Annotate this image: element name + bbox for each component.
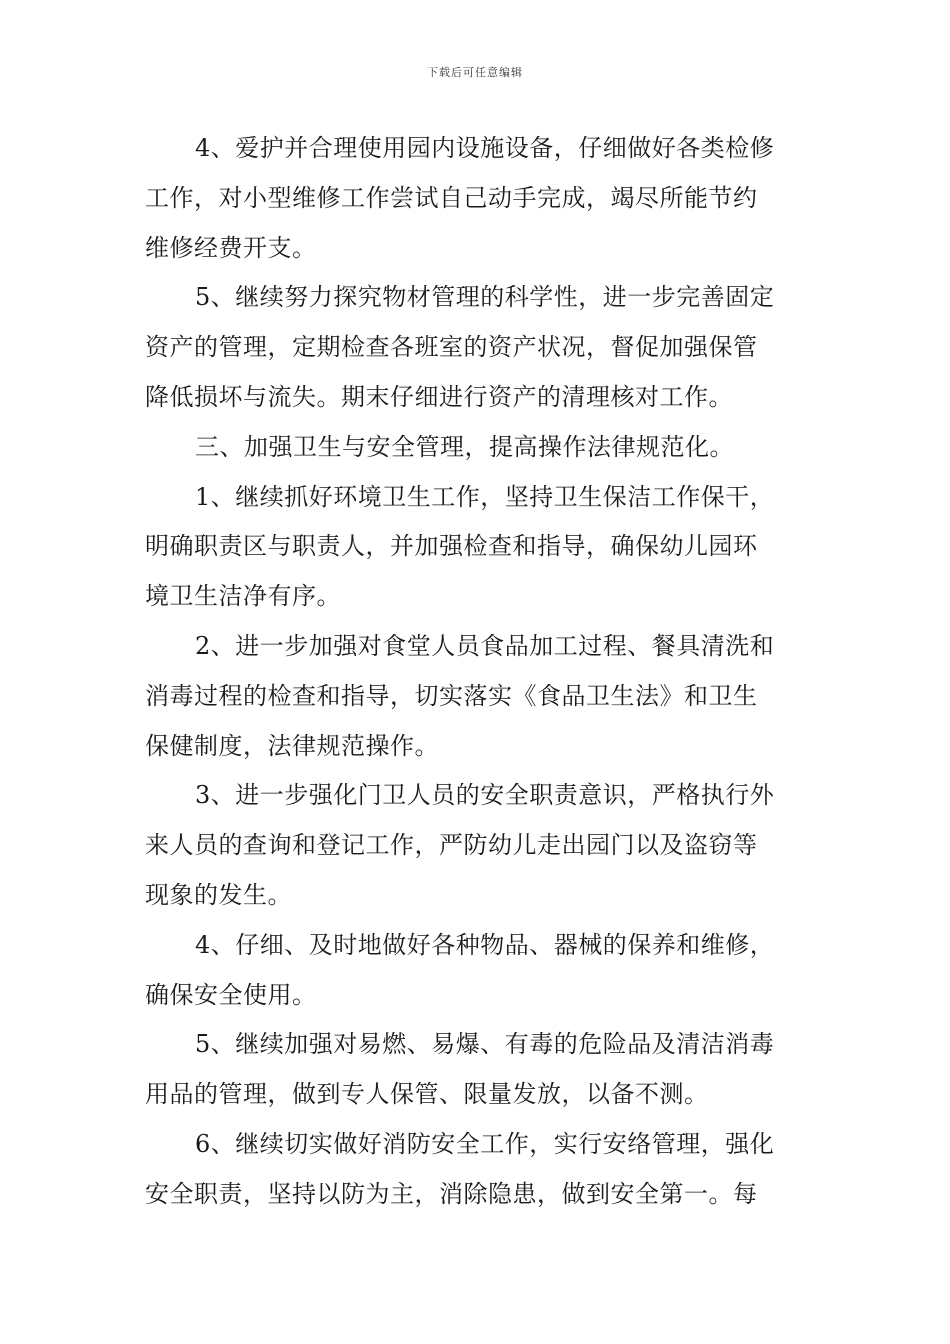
paragraph-line: 明确职责区与职责人，并加强检查和指导，确保幼儿园环 [145, 532, 758, 561]
paragraph-line: 来人员的查询和登记工作，严防幼儿走出园门以及盗窃等 [145, 831, 758, 860]
page-header: 下载后可任意编辑 [427, 66, 523, 79]
paragraph-line: 确保安全使用。 [145, 980, 317, 1009]
paragraph-line: 维修经费开支。 [145, 233, 317, 262]
paragraph-line: 5、继续努力探究物材管理的科学性，进一步完善固定 [195, 283, 775, 312]
paragraph-line: 5、继续加强对易燃、易爆、有毒的危险品及清洁消毒 [195, 1030, 775, 1059]
paragraph-line: 保健制度，法律规范操作。 [145, 731, 439, 760]
paragraph-line: 6、继续切实做好消防安全工作，实行安络管理，强化 [195, 1129, 775, 1158]
paragraph-line: 安全职责，坚持以防为主，消除隐患，做到安全第一。每 [145, 1179, 758, 1208]
paragraph-line: 工作，对小型维修工作尝试自己动手完成，竭尽所能节约 [145, 183, 758, 212]
paragraph-line: 4、爱护并合理使用园内设施设备，仔细做好各类检修 [195, 134, 775, 162]
document-body [145, 124, 805, 1220]
paragraph-line: 资产的管理，定期检查各班室的资产状况，督促加强保管 [145, 333, 758, 362]
paragraph-line: 消毒过程的检查和指导，切实落实《食品卫生法》和卫生 [145, 681, 758, 710]
paragraph-line: 4、仔细、及时地做好各种物品、器械的保养和维修， [195, 930, 775, 959]
paragraph-line: 境卫生洁净有序。 [145, 582, 341, 611]
paragraph-line: 3、进一步强化门卫人员的安全职责意识，严格执行外 [195, 781, 775, 810]
paragraph-line: 现象的发生。 [145, 880, 292, 909]
paragraph-line: 降低损坏与流失。期末仔细进行资产的清理核对工作。 [145, 382, 733, 411]
section-heading: 三、加强卫生与安全管理，提高操作法律规范化。 [195, 432, 734, 461]
paragraph-line: 2、进一步加强对食堂人员食品加工过程、餐具清洗和 [195, 631, 775, 660]
paragraph-line: 用品的管理，做到专人保管、限量发放，以备不测。 [145, 1080, 709, 1109]
paragraph-line: 1、继续抓好环境卫生工作，坚持卫生保洁工作保干， [195, 482, 775, 511]
